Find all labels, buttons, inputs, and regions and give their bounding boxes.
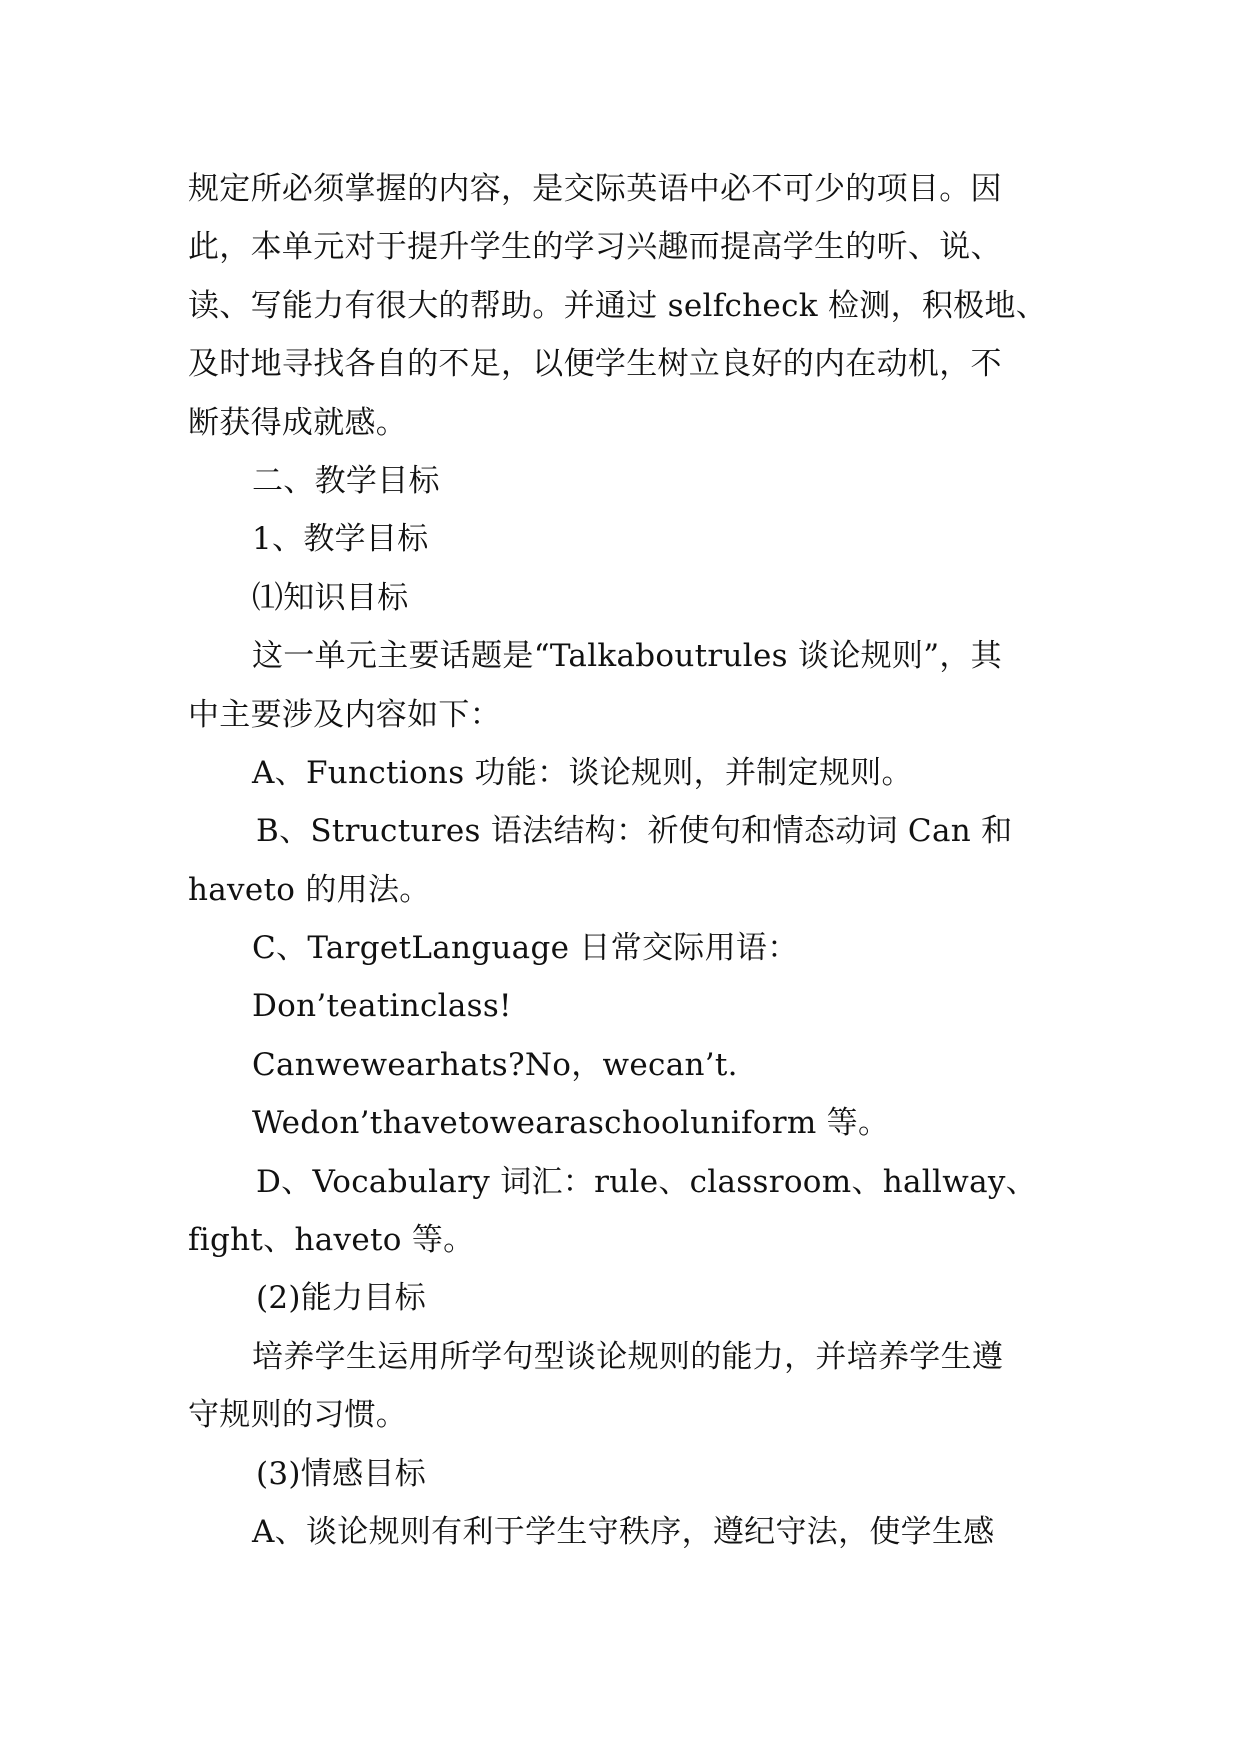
- list-item: A、谈论规则有利于学生守秩序，遵纪守法，使学生感: [252, 1513, 995, 1550]
- paragraph-line: 此，本单元对于提升学生的学习兴趣而提高学生的听、说、: [188, 229, 1002, 266]
- paragraph-line: 这一单元主要话题是“Talkaboutrules 谈论规则”，其: [252, 638, 1002, 675]
- paragraph-line: 守规则的习惯。: [188, 1397, 408, 1434]
- subsection-heading: (2)能力目标: [256, 1280, 427, 1317]
- list-item: C、TargetLanguage 日常交际用语：: [252, 930, 799, 967]
- example-sentence: Canwewearhats?No，wecan’t.: [252, 1046, 738, 1083]
- subsection-heading: 1、教学目标: [252, 521, 429, 558]
- paragraph-line: 中主要涉及内容如下：: [188, 696, 501, 733]
- paragraph-line: 规定所必须掌握的内容，是交际英语中必不可少的项目。因: [188, 171, 1002, 207]
- subsection-heading: ⑴知识目标: [252, 579, 409, 616]
- paragraph-line: fight、haveto 等。: [188, 1222, 475, 1259]
- document-body: [188, 160, 1058, 1561]
- list-item: D、Vocabulary 词汇：rule、classroom、hallway、: [256, 1163, 1037, 1200]
- paragraph-line: 断获得成就感。: [188, 404, 408, 441]
- section-heading: 二、教学目标: [252, 462, 440, 499]
- list-item: A、Functions 功能：谈论规则，并制定规则。: [252, 754, 913, 791]
- paragraph-line: 及时地寻找各自的不足，以便学生树立良好的内在动机，不: [188, 346, 1002, 383]
- list-item: B、Structures 语法结构：祈使句和情态动词 Can 和: [256, 813, 1013, 850]
- paragraph-line: haveto 的用法。: [188, 871, 431, 908]
- example-sentence: Wedon’thavetowearaschooluniform 等。: [252, 1105, 890, 1142]
- subsection-heading: (3)情感目标: [256, 1455, 427, 1492]
- paragraph-line: 读、写能力有很大的帮助。并通过 selfcheck 检测，积极地、: [188, 287, 1048, 324]
- example-sentence: Don’teatinclass!: [252, 988, 512, 1025]
- paragraph-line: 培养学生运用所学句型谈论规则的能力，并培养学生遵: [252, 1338, 1004, 1375]
